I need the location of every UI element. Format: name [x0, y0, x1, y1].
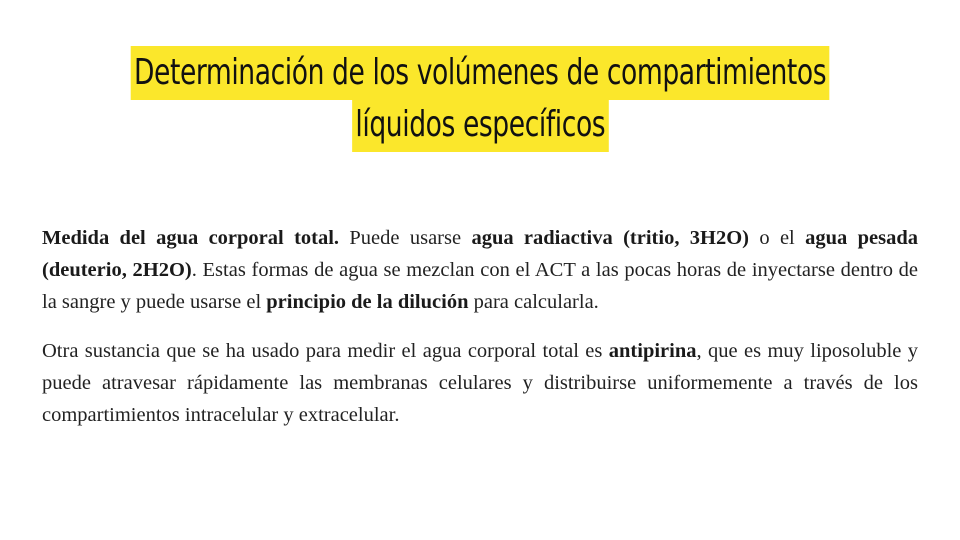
paragraph-agua-corporal-total [42, 222, 918, 318]
text-run: para calcularla. [468, 291, 599, 313]
text-run: Puede usarse [339, 227, 472, 249]
bold-term: agua pesada (deuterio, 2H2O) [42, 227, 918, 281]
bold-term: principio de la dilución [266, 291, 469, 313]
paragraph-antipirina [42, 335, 918, 431]
title-line-1: Determinación de los volúmenes de compartimientos [131, 46, 830, 100]
title-line-2: líquidos específicos [352, 98, 608, 152]
text-run: o el [749, 227, 806, 249]
text-run: Otra sustancia que se ha usado para medir el agua corporal total es [42, 340, 609, 362]
slide-body [42, 222, 918, 448]
slide-title [0, 46, 960, 152]
text-run: . Estas formas de agua se mezclan con el ACT a las pocas horas de inyectarse dentro de la sangre y puede usarse el [42, 259, 919, 313]
bold-term: agua radiactiva (tritio, 3H2O) [471, 227, 750, 249]
bold-term: antipirina [608, 340, 697, 362]
text-run: , que es muy liposoluble y puede atravesar rápidamente las membranas celulares y distribuirse uniformemente a través de los compartimientos intracelular y extracelular. [42, 340, 919, 426]
bold-term: Medida del agua corporal total. [42, 227, 340, 249]
